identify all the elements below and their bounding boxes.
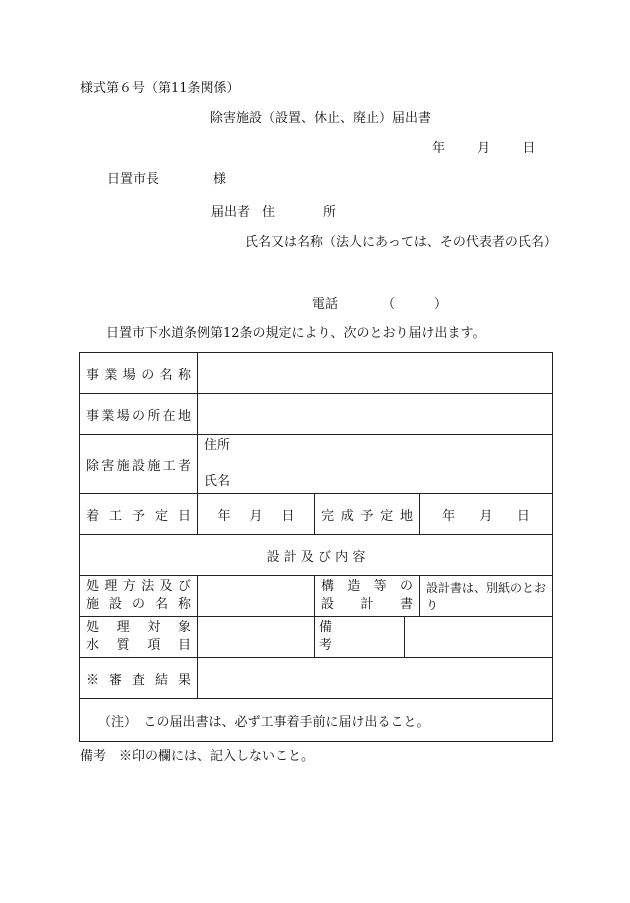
start-date-label: 着工予定日	[80, 494, 198, 535]
structure-label-line-2: 設計書	[321, 597, 413, 612]
phone-label: 電話	[312, 297, 339, 312]
review-label: ※審査結果	[80, 658, 198, 699]
address-label-1: 住	[262, 205, 276, 220]
note-label-line-1: 備	[319, 620, 333, 635]
method-field[interactable]	[198, 576, 315, 617]
structure-label	[315, 576, 420, 617]
table-row	[80, 353, 553, 394]
date-line	[432, 142, 535, 155]
target-label	[80, 617, 198, 658]
notifier-address	[211, 206, 336, 219]
constructor-address-label: 住所	[204, 438, 231, 453]
table-row	[80, 435, 553, 494]
table-row	[80, 576, 553, 617]
recipient-honorific: 様	[213, 172, 227, 187]
note-field[interactable]	[405, 617, 553, 658]
recipient-name: 日置市長	[107, 172, 160, 187]
table-row	[80, 658, 553, 699]
address-label-2: 所	[323, 205, 337, 220]
method-label	[80, 576, 198, 617]
notifier-name-label: 氏名又は名称（法人にあっては、その代表者の氏名）	[245, 235, 557, 250]
business-location-field[interactable]	[198, 394, 553, 435]
table-row	[80, 535, 553, 576]
notifier-phone	[312, 298, 447, 311]
business-name-label: 事業場の名称	[80, 353, 198, 394]
constructor-name-label: 氏名	[204, 474, 231, 489]
completion-date-label: 完成予定地	[315, 494, 420, 535]
application-table	[79, 352, 553, 742]
date-month: 月	[477, 141, 491, 156]
completion-month: 月	[479, 508, 493, 524]
design-header: 設 計 及 び 内 容	[80, 535, 553, 576]
completion-day: 日	[516, 508, 530, 524]
remarks: 備考 ※印の欄には、記入しないこと。	[80, 749, 315, 764]
completion-date-field[interactable]	[420, 494, 553, 535]
document-title: 除害施設（設置、休止、廃止）届出書	[210, 111, 432, 126]
date-day: 日	[522, 141, 536, 156]
business-location-label: 事業場の所在地	[80, 394, 198, 435]
target-field[interactable]	[198, 617, 315, 658]
table-row	[80, 699, 553, 742]
intro-text: 日置市下水道条例第12条の規定により、次のとおり届け出ます。	[106, 326, 486, 341]
structure-label-line-1: 構造等の	[321, 579, 413, 594]
note-label	[315, 617, 405, 658]
completion-year: 年	[442, 508, 456, 524]
table-row	[80, 394, 553, 435]
method-label-line-1: 処理方法及び	[86, 579, 191, 594]
recipient	[107, 173, 226, 186]
phone-paren: （ ）	[382, 297, 448, 312]
constructor-field[interactable]	[198, 435, 553, 494]
structure-value: 設計書は、別紙のとおり	[420, 576, 553, 617]
method-label-line-2: 施設の名称	[86, 597, 191, 612]
notifier-label: 届出者	[211, 205, 251, 220]
business-name-field[interactable]	[198, 353, 553, 394]
constructor-label: 除害施設施工者	[80, 435, 198, 494]
table-row	[80, 617, 553, 658]
table-row	[80, 494, 553, 535]
date-year: 年	[432, 141, 446, 156]
start-month: 月	[249, 508, 263, 524]
note-label-line-2: 考	[319, 638, 333, 653]
start-year: 年	[217, 508, 231, 524]
review-field	[198, 658, 553, 699]
target-label-line-1: 処理対象	[86, 620, 191, 635]
form-number: 様式第６号（第11条関係）	[80, 81, 240, 96]
start-day: 日	[281, 508, 295, 524]
start-date-field[interactable]	[198, 494, 315, 535]
target-label-line-2: 水質項目	[86, 638, 191, 653]
footnote: （注） この届出書は、必ず工事着手前に届け出ること。	[80, 699, 553, 742]
